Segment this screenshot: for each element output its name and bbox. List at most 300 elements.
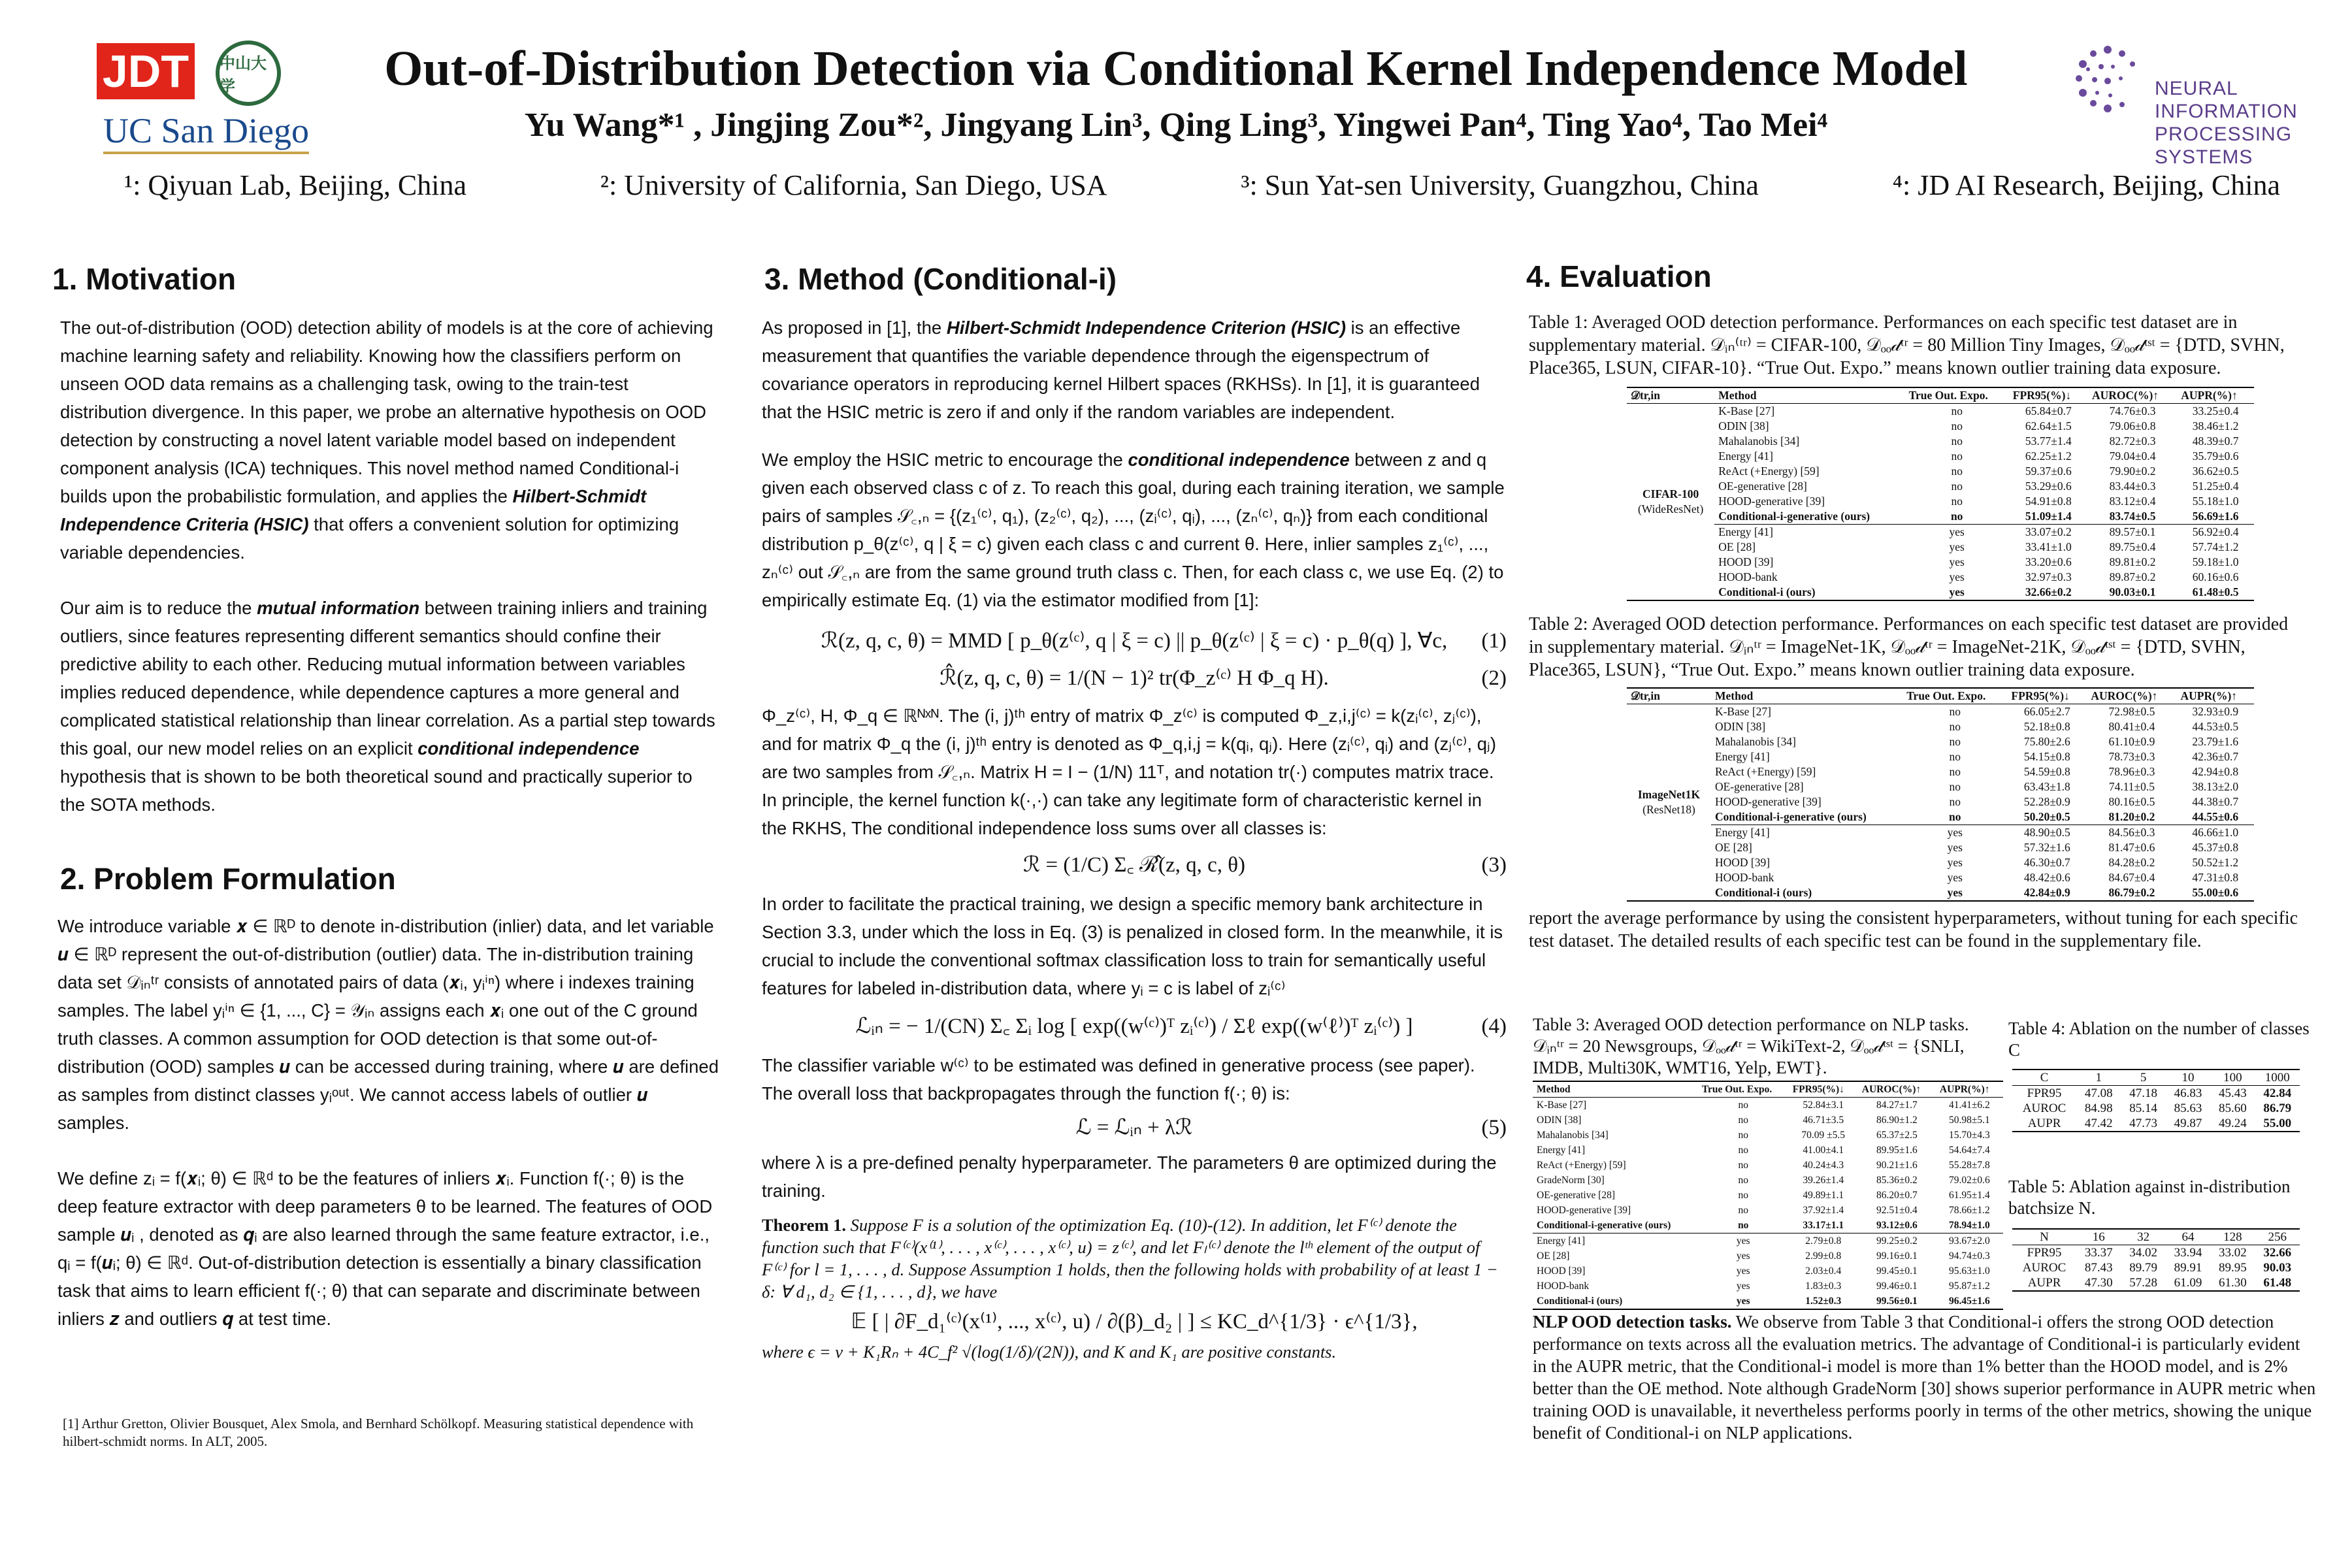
table-row <box>1627 809 2254 825</box>
problem-heading: 2. Problem Formulation <box>60 862 396 896</box>
value-cell: 99.16±0.1 <box>1876 1250 1918 1262</box>
value-cell: no <box>1949 765 1961 778</box>
value-cell: no <box>1738 1160 1748 1171</box>
after-table-2-text: report the average performance by using the consistent hyperparameters, without tuning for each specific test dataset. The detailed results of each specific test can be found in the supplementary file. <box>1529 908 2298 951</box>
value-cell: 50.98±5.1 <box>1949 1115 1990 1126</box>
value-cell: 74.76±0.3 <box>2109 404 2156 417</box>
value-cell: 55.18±1.0 <box>2192 495 2239 508</box>
table-row <box>1627 555 2254 570</box>
table-row <box>1627 764 2254 779</box>
neurips-line-1: NEURAL INFORMATION <box>2155 78 2298 122</box>
value-cell: 45.37±0.8 <box>2192 841 2239 854</box>
value-cell: 61.10±0.9 <box>2108 735 2155 748</box>
method-cell: HOOD [39] <box>1718 555 1774 568</box>
method-cell: Energy [41] <box>1718 449 1773 463</box>
method-cell: HOOD-generative [39] <box>1537 1205 1631 1216</box>
author-list: Yu Wang*¹ , Jingjing Zou*², Jingyang Lin³, Qing Ling³, Yingwei Pan⁴, Ting Yao⁴, Tao Mei⁴ <box>524 106 1828 144</box>
jdt-logo: JDT <box>97 43 195 99</box>
table-row <box>2012 1086 2300 1102</box>
value-cell: 46.30±0.7 <box>2023 856 2070 869</box>
table-row <box>2012 1101 2300 1116</box>
value-cell: 41.41±6.2 <box>1949 1100 1990 1111</box>
method-heading: 3. Method (Conditional-i) <box>764 262 1117 296</box>
col-method: Method <box>1533 1081 1698 1098</box>
equation-1: ℛ(z, q, c, θ) = MMD [ p_θ(z⁽ᶜ⁾, q | ξ = c) || p_θ(z⁽ᶜ⁾ | ξ = c) · p_θ(q) ], ∀c, (1) <box>821 629 1507 653</box>
value-cell: 54.15±0.8 <box>2023 750 2070 763</box>
value-cell: 61.30 <box>2210 1275 2255 1291</box>
value-cell: 49.89±1.1 <box>1803 1190 1844 1201</box>
value-cell: 86.90±1.2 <box>1876 1115 1918 1126</box>
method-paragraph-4: In order to facilitate the practical training, we design a specific memory bank architecture in Section 3.3, under which the loss in Eq. (3) is penalized in closed form. In the meanwhile, it is crucial to include the conventional softmax classification loss to train for semantically useful features for labeled in-distribution data, where yᵢ = c is label of zᵢ⁽ᶜ⁾ <box>762 894 1503 998</box>
value-cell: 2.99±0.8 <box>1805 1250 1842 1262</box>
method-cell: GradeNorm [30] <box>1537 1175 1605 1186</box>
table-row <box>1533 1294 2003 1309</box>
value-cell: 54.59±0.8 <box>2023 765 2070 778</box>
col-auroc: AUROC(%)↑ <box>2087 688 2176 704</box>
table-row <box>2012 1275 2300 1291</box>
value-cell: 2.79±0.8 <box>1789 1233 1858 1249</box>
value-cell: no <box>1949 780 1961 793</box>
value-cell: 85.63 <box>2174 1102 2202 1115</box>
value-cell: 85.60 <box>2219 1102 2247 1115</box>
value-cell: 93.12±0.6 <box>1876 1220 1918 1231</box>
value-cell: 51.09±1.4 <box>2025 510 2072 523</box>
header-row <box>2012 1070 2300 1086</box>
table-row <box>1533 1143 2003 1158</box>
column-header: 1 <box>2076 1070 2121 1086</box>
column-header: 100 <box>2210 1070 2255 1086</box>
method-cell: ODIN [38] <box>1537 1115 1582 1126</box>
equation-4: ℒᵢₙ = − 1/(CN) Σ꜀ Σᵢ log [ exp((w⁽ᶜ⁾)ᵀ zᵢ⁽ᶜ⁾) / Σℓ exp((w⁽ℓ⁾)ᵀ zᵢ⁽ᶜ⁾) ] (4) <box>855 1015 1507 1038</box>
metric-cell: FPR95 <box>2027 1086 2062 1100</box>
value-cell: 35.79±0.6 <box>2192 449 2239 463</box>
col-method: Method <box>1711 688 1903 704</box>
value-cell: no <box>1949 720 1961 733</box>
value-cell: yes <box>1947 871 1963 884</box>
value-cell: 99.45±0.1 <box>1876 1266 1918 1277</box>
method-cell: OE [28] <box>1718 540 1756 553</box>
value-cell: 89.57±0.1 <box>2088 525 2177 540</box>
affiliations <box>124 169 2280 202</box>
value-cell: 61.48 <box>2255 1275 2300 1291</box>
value-cell: 92.51±0.4 <box>1876 1205 1918 1216</box>
metric-cell: AUPR <box>2012 1116 2076 1132</box>
method-cell: ReAct (+Energy) [59] <box>1714 765 1816 778</box>
value-cell: 93.67±2.0 <box>1936 1233 2003 1249</box>
value-cell: 63.43±1.8 <box>2023 780 2070 793</box>
value-cell: 99.56±0.1 <box>1858 1294 1936 1309</box>
value-cell: no <box>1738 1100 1748 1111</box>
value-cell: 78.96±0.3 <box>2108 765 2155 778</box>
table-3 <box>1533 1081 2003 1310</box>
column-header: 64 <box>2166 1229 2210 1245</box>
value-cell: 34.02 <box>2129 1246 2157 1260</box>
value-cell: 33.25±0.4 <box>2192 404 2239 417</box>
method-cell: Mahalanobis [34] <box>1718 434 1800 448</box>
motivation-paragraph-1: The out-of-distribution (OOD) detection ability of models is at the core of achieving machine learning safety and reliability. Knowing how the classifiers perform on unseen OOD data remains as a challenging task, owing to the train-test distribution divergence. In this paper, we probe an alternative hypothesis on OOD detection by constructing a novel latent variable model based on independent component analysis (ICA) techniques. This novel method named Conditional-i builds upon the probabilistic formulation, and applies the Hilbert-Schmidt Independence Criteria (HSIC) that offers a convenient solution for optimizing variable dependencies. <box>60 318 713 563</box>
col-fpr95: FPR95(%)↓ <box>2009 387 2088 404</box>
value-cell: 62.25±1.2 <box>2025 449 2072 463</box>
value-cell: 65.84±0.7 <box>2025 404 2072 417</box>
value-cell: 65.37±2.5 <box>1876 1130 1918 1141</box>
value-cell: 84.67±0.4 <box>2108 871 2155 884</box>
value-cell: no <box>1951 495 1963 508</box>
value-cell: 80.41±0.4 <box>2108 720 2155 733</box>
method-cell: OE [28] <box>1714 841 1752 854</box>
value-cell: 32.97±0.3 <box>2025 570 2072 583</box>
value-cell: no <box>1949 735 1961 748</box>
value-cell: 23.79±1.6 <box>2192 735 2239 748</box>
col-auroc: AUROC(%)↑ <box>2088 387 2177 404</box>
poster-title: Out-of-Distribution Detection via Conditional Kernel Independence Model <box>384 41 1968 96</box>
value-cell: 84.56±0.3 <box>2087 825 2176 841</box>
value-cell: 38.13±2.0 <box>2192 780 2239 793</box>
value-cell: 47.30 <box>2076 1275 2121 1291</box>
evaluation-heading: 4. Evaluation <box>1526 259 1712 293</box>
value-cell: no <box>1951 465 1963 478</box>
value-cell: 42.94±0.8 <box>2192 765 2239 778</box>
value-cell: 42.84±0.9 <box>2007 885 2087 901</box>
method-cell: Energy [41] <box>1714 750 1770 763</box>
value-cell: 52.28±0.9 <box>2023 795 2070 808</box>
table-row <box>1627 794 2254 809</box>
method-paragraph-1: As proposed in [1], the Hilbert-Schmidt Independence Criterion (HSIC) is an effective measurement that quantifies the variable dependence through the eigenspectrum of covariance operators in reproducing kernel Hilbert spaces (RKHSs). In [1], it is guaranteed that the HSIC metric is zero if and only if the random variables are independent. <box>762 318 1480 422</box>
value-cell: 85.14 <box>2129 1102 2157 1115</box>
value-cell: 62.64±1.5 <box>2025 419 2072 433</box>
table-row <box>1627 570 2254 585</box>
table-row <box>1533 1233 2003 1249</box>
value-cell: 41.00±4.1 <box>1803 1145 1844 1156</box>
affiliation-1: ¹: Qiyuan Lab, Beijing, China <box>124 169 467 201</box>
value-cell: 42.84 <box>2263 1086 2292 1100</box>
value-cell: 59.18±1.0 <box>2192 555 2239 568</box>
value-cell: 99.25±0.2 <box>1858 1233 1936 1249</box>
method-cell: HOOD-bank <box>1537 1281 1590 1292</box>
value-cell: 95.63±1.0 <box>1949 1266 1990 1277</box>
value-cell: no <box>1949 750 1961 763</box>
value-cell: 79.06±0.8 <box>2109 419 2156 433</box>
motivation-body <box>60 314 720 846</box>
method-paragraph-3: Φ_z⁽ᶜ⁾, H, Φ_q ∈ ℝᴺˣᴺ. The (i, j)ᵗʰ entry of matrix Φ_z⁽ᶜ⁾ is computed Φ_z,i,j⁽ᶜ⁾ = k(zᵢ⁽ᶜ⁾, zⱼ⁽ᶜ⁾), and for matrix Φ_q the (i, j)ᵗʰ entry is denoted as Φ_q,i,j = k(qᵢ, qⱼ). Here (zᵢ⁽ᶜ⁾, qᵢ) and (zⱼ⁽ᶜ⁾, qⱼ) are two samples from 𝒮꜀,ₙ. Matrix H = I − (1/N) 11ᵀ, and notation tr(·) computes matrix trace. In principle, the kernel function k(·,·) can take any legitimate form of characteristic kernel in the RKHS, The conditional independence loss sums over all classes is: <box>762 706 1496 838</box>
table-row <box>1533 1264 2003 1279</box>
col-fpr95: FPR95(%)↓ <box>1789 1081 1858 1098</box>
theorem-equation: 𝔼 [ | ∂F_d₁⁽ᶜ⁾(x⁽¹⁾, ..., x⁽ᶜ⁾, u) / ∂(β)_d₂ | ] ≤ KC_d^{1/3} · ϵ^{1/3}, <box>851 1310 1418 1333</box>
value-cell: no <box>1949 705 1961 718</box>
table-row <box>1627 585 2254 600</box>
method-cell: HOOD [39] <box>1714 856 1771 869</box>
table-row <box>1627 494 2254 509</box>
value-cell: yes <box>1905 585 2009 600</box>
value-cell: 59.37±0.6 <box>2025 465 2072 478</box>
value-cell: 53.29±0.6 <box>2025 480 2072 493</box>
table-row <box>1627 509 2254 525</box>
value-cell: 89.81±0.2 <box>2109 555 2156 568</box>
method-cell: K-Base [27] <box>1537 1100 1587 1111</box>
value-cell: no <box>1951 434 1963 448</box>
value-cell: yes <box>1736 1281 1750 1292</box>
table-row <box>2012 1260 2300 1275</box>
method-cell: Conditional-i-generative (ours) <box>1718 510 1870 523</box>
value-cell: 86.79±0.2 <box>2087 885 2176 901</box>
value-cell: yes <box>1903 825 2007 841</box>
value-cell: 83.74±0.5 <box>2109 510 2156 523</box>
motivation-paragraph-2: Our aim is to reduce the mutual information between training inliers and training outliers, since features representing different semantics should confine their predictive ability to each other. Reducing mutual information between variables implies reduced dependence, while dependence captures a more general and complicated statistical relationship than linear correlation. As a partial step towards this goal, our new model relies on an explicit conditional independence hypothesis that is shown to be both theoretical sound and practically superior to the SOTA methods. <box>60 598 715 815</box>
value-cell: 40.24±4.3 <box>1803 1160 1844 1171</box>
method-cell: HOOD [39] <box>1537 1266 1586 1277</box>
value-cell: yes <box>1905 525 2009 540</box>
value-cell: 57.32±1.6 <box>2023 841 2070 854</box>
column-header: 5 <box>2121 1070 2165 1086</box>
value-cell: 49.87 <box>2166 1116 2210 1132</box>
value-cell: 95.87±1.2 <box>1949 1281 1990 1292</box>
value-cell: 39.26±1.4 <box>1803 1175 1844 1186</box>
method-cell: ReAct (+Energy) [59] <box>1537 1160 1626 1171</box>
col-dataset: 𝒟tr,in <box>1627 688 1711 704</box>
value-cell: 33.20±0.6 <box>2025 555 2072 568</box>
value-cell: 82.72±0.3 <box>2109 434 2156 448</box>
col-aupr: AUPR(%)↑ <box>1936 1081 2003 1098</box>
value-cell: 81.47±0.6 <box>2108 841 2155 854</box>
value-cell: 52.84±3.1 <box>1803 1100 1844 1111</box>
value-cell: 52.18±0.8 <box>2023 720 2070 733</box>
value-cell: 50.52±1.2 <box>2192 856 2239 869</box>
col-dataset: 𝒟tr,in <box>1627 387 1714 404</box>
value-cell: 87.43 <box>2084 1261 2113 1275</box>
value-cell: 84.98 <box>2084 1102 2113 1115</box>
value-cell: 89.95±1.6 <box>1876 1145 1918 1156</box>
method-cell: Conditional-i (ours) <box>1533 1294 1698 1309</box>
value-cell: 50.20±0.5 <box>2023 810 2070 823</box>
value-cell: 32.66±0.2 <box>2009 585 2088 600</box>
problem-paragraph-2: We define zᵢ = f(𝒙ᵢ; θ) ∈ ℝᵈ to be the features of inliers 𝒙ᵢ. Function f(·; θ) is the deep feature extractor with deep parameters θ to be learned. The features of OOD sample 𝒖ᵢ , denoted as 𝒒ᵢ are also learned through the same feature extractor, i.e., qᵢ = f(𝒖ᵢ; θ) ∈ ℝᵈ. Out-of-distribution detection is essentially a binary classification task that aims to learn efficient f(·; θ) that can separate and discriminate between inliers 𝒛 and outliers 𝒒 at test time. <box>57 1168 713 1329</box>
table-row <box>1627 404 2254 419</box>
dataset-group: CIFAR-100 (WideResNet) <box>1627 404 1714 601</box>
value-cell: yes <box>1947 841 1963 854</box>
table-row <box>1627 434 2254 449</box>
value-cell: 47.42 <box>2076 1116 2121 1132</box>
table-1-caption: Table 1: Averaged OOD detection performance. Performances on each specific test dataset are in supplementary material. 𝒟ᵢₙ⁽ᵗʳ⁾ = CIFAR-100, 𝒟ₒₒ𝒹ᵗʳ = 80 Million Tiny Images, 𝒟ₒₒ𝒹ᵗˢᵗ = {DTD, SVHN, Place365, LSUN, CIFAR-10}. “True Out. Expo.” means known outlier training data exposure. <box>1529 312 2285 378</box>
method-paragraph-2: We employ the HSIC metric to encourage the conditional independence between z and q given each observed class c of z. To reach this goal, during each training iteration, we sample pairs of samples 𝒮꜀,ₙ = {(z₁⁽ᶜ⁾, q₁), (z₂⁽ᶜ⁾, q₂), ..., (zᵢ⁽ᶜ⁾, qᵢ), ..., (zₙ⁽ᶜ⁾, qₙ)} from each conditional distribution p_θ(z⁽ᶜ⁾, q | ξ = c) given each class c and current θ. Here, inlier samples z₁⁽ᶜ⁾, ..., zₙ⁽ᶜ⁾ out 𝒮꜀,ₙ are from the same ground truth class c. Then, for each class c, we use Eq. (2) to empirically estimate Eq. (1) via the estimator modified from [1]: <box>762 449 1505 610</box>
value-cell: 89.75±0.4 <box>2109 540 2156 553</box>
method-cell: Mahalanobis [34] <box>1714 735 1796 748</box>
footnote-reference: [1] Arthur Gretton, Olivier Bousquet, Alex Smola, and Bernhard Schölkopf. Measuring statistical dependence with hilbert-schmidt norms. In ALT, 2005. <box>63 1416 694 1449</box>
value-cell: yes <box>1698 1233 1789 1249</box>
table-row <box>1627 525 2254 540</box>
table-row <box>2012 1245 2300 1261</box>
column-header: 128 <box>2210 1229 2255 1245</box>
value-cell: 89.91 <box>2174 1261 2202 1275</box>
value-cell: 46.66±1.0 <box>2177 825 2254 841</box>
method-body <box>762 314 1507 1363</box>
equation-3: ℛ = (1/C) Σ꜀ ℛ̂(z, q, c, θ) (3) <box>1022 853 1507 877</box>
value-cell: 81.20±0.2 <box>2108 810 2155 823</box>
table-3-caption: Table 3: Averaged OOD detection performance on NLP tasks. 𝒟ᵢₙᵗʳ = 20 Newsgroups, 𝒟ₒₒ𝒹ᵗʳ = WikiText-2, 𝒟ₒₒ𝒹ᵗˢᵗ = {SNLI, IMDB, Multi30K, WMT16, Yelp, EWT}. <box>1533 1015 1969 1077</box>
value-cell: no <box>1949 795 1961 808</box>
table-row <box>1533 1098 2003 1113</box>
value-cell: 48.90±0.5 <box>2007 825 2087 841</box>
table-row <box>1627 419 2254 434</box>
method-cell: ODIN [38] <box>1714 720 1766 733</box>
method-cell: ReAct (+Energy) [59] <box>1718 465 1820 478</box>
value-cell: 70.09 ±5.5 <box>1801 1130 1846 1141</box>
value-cell: 37.92±1.4 <box>1803 1205 1844 1216</box>
method-cell: ODIN [38] <box>1718 419 1769 433</box>
value-cell: 1.83±0.3 <box>1805 1281 1842 1292</box>
column-header: N <box>2012 1229 2076 1245</box>
column-header: 1000 <box>2255 1070 2300 1086</box>
value-cell: no <box>1951 449 1963 463</box>
col-true-out: True Out. Expo. <box>1698 1081 1789 1098</box>
value-cell: 42.36±0.7 <box>2192 750 2239 763</box>
value-cell: 53.77±1.4 <box>2025 434 2072 448</box>
nlp-paragraph <box>1533 1311 2317 1444</box>
table-4 <box>2012 1069 2300 1132</box>
value-cell: 74.11±0.5 <box>2108 780 2155 793</box>
problem-paragraph-1: We introduce variable 𝒙 ∈ ℝᴰ to denote in-distribution (inlier) data, and let variable 𝒖 ∈ ℝᴰ represent the out-of-distribution (outlier) data. The in-distribution training data set 𝒟ᵢₙᵗʳ consists of annotated pairs of data (𝒙ᵢ, yᵢⁱⁿ) where i indexes training samples. The label yᵢⁱⁿ ∈ {1, ..., C} = 𝒴ᵢₙ assigns each 𝒙ᵢ one out of the C ground truth classes. A common assumption for OOD detection is that some out-of-distribution (OOD) samples 𝒖 can be accessed during training, where 𝒖 are defined as samples from distinct classes yᵢᵒᵘᵗ. We cannot access labels of outlier 𝒖 samples. <box>57 916 719 1133</box>
table-2-caption: Table 2: Averaged OOD detection performance. Performances on each specific test dataset are provided in supplementary material. 𝒟ᵢₙᵗʳ = ImageNet-1K, 𝒟ₒₒ𝒹ᵗʳ = ImageNet-21K, 𝒟ₒₒ𝒹ᵗˢᵗ = {DTD, SVHN, Place365, LSUN}, “True Out. Expo.” means known outlier training data exposure. <box>1529 614 2289 680</box>
value-cell: 90.21±1.6 <box>1876 1160 1918 1171</box>
value-cell: 44.38±0.7 <box>2192 795 2239 808</box>
value-cell: 75.80±2.6 <box>2023 735 2070 748</box>
method-cell: Conditional-i (ours) <box>1714 585 1904 600</box>
value-cell: 45.43 <box>2219 1086 2247 1100</box>
method-cell: Mahalanobis [34] <box>1537 1130 1609 1141</box>
value-cell: 47.08 <box>2084 1086 2113 1100</box>
table-row <box>2012 1116 2300 1132</box>
value-cell: 78.73±0.3 <box>2108 750 2155 763</box>
table-row <box>1627 885 2254 901</box>
value-cell: 57.74±1.2 <box>2192 540 2239 553</box>
method-cell: HOOD-generative [39] <box>1718 495 1825 508</box>
value-cell: 89.79 <box>2129 1261 2157 1275</box>
table-row <box>1533 1128 2003 1143</box>
method-cell: OE-generative [28] <box>1718 480 1807 493</box>
value-cell: 33.94 <box>2174 1246 2202 1260</box>
value-cell: yes <box>1698 1294 1789 1309</box>
value-cell: no <box>1950 510 1963 523</box>
value-cell: 78.66±1.2 <box>1949 1205 1990 1216</box>
value-cell: 2.03±0.4 <box>1805 1266 1842 1277</box>
value-cell: no <box>1738 1190 1748 1201</box>
table-row <box>1627 855 2254 870</box>
method-cell: Energy [41] <box>1533 1233 1698 1249</box>
col-method: Method <box>1714 387 1904 404</box>
value-cell: 85.36±0.2 <box>1876 1175 1918 1186</box>
table-row <box>1627 479 2254 494</box>
table-row <box>1533 1113 2003 1128</box>
value-cell: 66.05±2.7 <box>2023 705 2070 718</box>
value-cell: 84.27±1.7 <box>1876 1100 1918 1111</box>
value-cell: yes <box>1949 555 1965 568</box>
table-5-caption: Table 5: Ablation against in-distribution batchsize N. <box>2008 1177 2291 1218</box>
value-cell: 86.79 <box>2263 1102 2292 1115</box>
table-row <box>1627 870 2254 885</box>
value-cell: 33.07±0.2 <box>2009 525 2088 540</box>
table-row <box>1627 464 2254 479</box>
value-cell: 55.28±7.8 <box>1949 1160 1990 1171</box>
value-cell: 47.31±0.8 <box>2192 871 2239 884</box>
method-cell: Conditional-i-generative (ours) <box>1537 1220 1671 1231</box>
table-row <box>1627 719 2254 734</box>
table-row <box>1533 1249 2003 1264</box>
value-cell: yes <box>1949 570 1965 583</box>
value-cell: no <box>1951 419 1963 433</box>
method-paragraph-5: The classifier variable w⁽ᶜ⁾ to be estimated was defined in generative process (see paper). The overall loss that backpropagates through the function f(·; θ) is: <box>762 1055 1475 1103</box>
table-row <box>1627 704 2254 720</box>
table-row <box>1533 1188 2003 1203</box>
value-cell: 51.25±0.4 <box>2192 480 2239 493</box>
value-cell: 61.48±0.5 <box>2177 585 2254 600</box>
value-cell: 83.44±0.3 <box>2109 480 2156 493</box>
col-fpr95: FPR95(%)↓ <box>2007 688 2087 704</box>
table-row <box>1533 1173 2003 1188</box>
value-cell: 46.83 <box>2174 1086 2202 1100</box>
header-row <box>2012 1229 2300 1245</box>
value-cell: 78.94±1.0 <box>1949 1220 1990 1231</box>
table-2 <box>1627 687 2254 902</box>
table-row <box>1533 1279 2003 1294</box>
equation-5: ℒ = ℒᵢₙ + λℛ (5) <box>1075 1116 1507 1139</box>
value-cell: 47.73 <box>2121 1116 2165 1132</box>
value-cell: 33.02 <box>2219 1246 2247 1260</box>
value-cell: 49.24 <box>2210 1116 2255 1132</box>
column-header: 256 <box>2255 1229 2300 1245</box>
value-cell: no <box>1738 1175 1748 1186</box>
table-row <box>1627 840 2254 855</box>
value-cell: 48.42±0.6 <box>2023 871 2070 884</box>
value-cell: no <box>1738 1130 1748 1141</box>
method-cell: OE [28] <box>1537 1250 1570 1262</box>
table-4-caption: Table 4: Ablation on the number of classes C <box>2008 1019 2310 1060</box>
method-cell: Energy [41] <box>1714 525 1904 540</box>
value-cell: 90.03±0.1 <box>2088 585 2177 600</box>
value-cell: 89.95 <box>2219 1261 2247 1275</box>
table-row <box>1627 540 2254 555</box>
value-cell: 60.16±0.6 <box>2192 570 2239 583</box>
value-cell: 56.92±0.4 <box>2177 525 2254 540</box>
value-cell: 1.52±0.3 <box>1789 1294 1858 1309</box>
value-cell: 54.91±0.8 <box>2025 495 2072 508</box>
value-cell: no <box>1949 810 1961 823</box>
method-cell: Energy [41] <box>1711 825 1903 841</box>
value-cell: 57.28 <box>2121 1275 2165 1291</box>
value-cell: 55.00 <box>2255 1116 2300 1132</box>
metric-cell: AUROC <box>2022 1261 2066 1275</box>
ucsd-logo: UC San Diego <box>103 110 309 154</box>
value-cell: 33.41±1.0 <box>2025 540 2072 553</box>
method-cell: OE-generative [28] <box>1537 1190 1616 1201</box>
table-1 <box>1627 387 2254 601</box>
table-row <box>1627 749 2254 764</box>
col-auroc: AUROC(%)↑ <box>1858 1081 1936 1098</box>
table-row <box>1627 734 2254 749</box>
problem-body <box>57 912 724 1360</box>
value-cell: 44.55±0.6 <box>2192 810 2239 823</box>
value-cell: yes <box>1736 1266 1750 1277</box>
value-cell: 79.02±0.6 <box>1949 1175 1990 1186</box>
method-cell: OE-generative [28] <box>1714 780 1804 793</box>
column-header: C <box>2012 1070 2076 1086</box>
value-cell: yes <box>1903 885 2007 901</box>
nlp-label: NLP OOD detection tasks. <box>1533 1312 1732 1331</box>
value-cell: 36.62±0.5 <box>2192 465 2239 478</box>
table-row <box>1533 1158 2003 1173</box>
method-cell: HOOD-generative [39] <box>1714 795 1821 808</box>
value-cell: 56.69±1.6 <box>2192 510 2239 523</box>
col-aupr: AUPR(%)↑ <box>2177 387 2254 404</box>
method-paragraph-6: where λ is a pre-defined penalty hyperparameter. The parameters θ are optimized during the training. <box>762 1152 1497 1201</box>
table-row <box>1627 825 2254 841</box>
